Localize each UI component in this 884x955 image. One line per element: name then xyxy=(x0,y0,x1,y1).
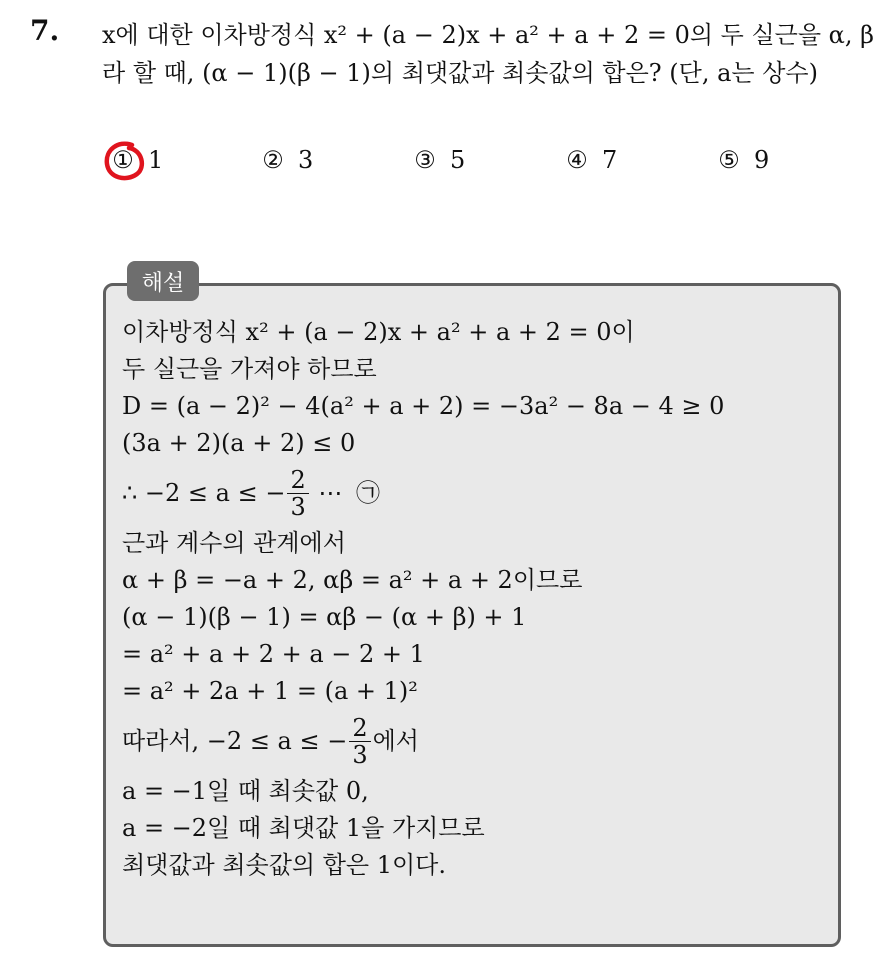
choice-3-value: 5 xyxy=(450,146,466,174)
solution-line: a = −2일 때 최댓값 1을 가지므로 xyxy=(122,814,485,842)
choice-5-marker: ⑤ xyxy=(718,146,740,174)
solution-line: 이차방정식 x² + (a − 2)x + a² + a + 2 = 0이 xyxy=(122,318,635,346)
fraction-denominator: 3 xyxy=(290,493,306,521)
range-fraction xyxy=(287,467,308,520)
solution-line: α + β = −a + 2, αβ = a² + a + 2이므로 xyxy=(122,566,583,594)
answer-choices xyxy=(0,142,884,182)
conclusion-line xyxy=(122,710,832,773)
solution-line: 최댓값과 최솟값의 합은 1이다. xyxy=(122,851,446,879)
conclusion-fraction xyxy=(349,715,370,768)
range-suffix: ⋯ xyxy=(310,479,350,507)
choice-1[interactable] xyxy=(108,142,163,178)
choice-1-value: 1 xyxy=(148,146,164,174)
condition-ref-label: ㉠ xyxy=(355,479,380,507)
solution-line: = a² + 2a + 1 = (a + 1)² xyxy=(122,677,418,705)
solution-line: (3a + 2)(a + 2) ≤ 0 xyxy=(122,429,356,457)
solution-label: 해설 xyxy=(127,261,199,301)
choice-4-value: 7 xyxy=(602,146,618,174)
fraction-numerator: 2 xyxy=(287,467,308,494)
choice-1-marker: ① xyxy=(112,146,134,174)
solution-line: a = −1일 때 최솟값 0, xyxy=(122,777,369,805)
choice-2-marker: ② xyxy=(262,146,284,174)
solution-line: (α − 1)(β − 1) = αβ − (α + β) + 1 xyxy=(122,603,527,631)
fraction-denominator: 3 xyxy=(352,741,368,769)
solution-content xyxy=(122,314,832,884)
conclusion-prefix: 따라서, −2 ≤ a ≤ − xyxy=(122,727,348,755)
choice-2[interactable] xyxy=(258,142,313,178)
question-line-1: x에 대한 이차방정식 x² + (a − 2)x + a² + a + 2 = 0의 두 실근을 α, β xyxy=(102,21,875,49)
question-line-2: 라 할 때, (α − 1)(β − 1)의 최댓값과 최솟값의 합은? (단, a는 상수) xyxy=(102,59,818,87)
choice-2-value: 3 xyxy=(298,146,314,174)
choice-3-marker: ③ xyxy=(414,146,436,174)
question-text xyxy=(102,16,875,92)
conclusion-suffix: 에서 xyxy=(372,727,419,755)
choice-4[interactable] xyxy=(562,142,617,178)
solution-line: D = (a − 2)² − 4(a² + a + 2) = −3a² − 8a − 4 ≥ 0 xyxy=(122,392,725,420)
choice-5[interactable] xyxy=(714,142,769,178)
solution-line: 두 실근을 가져야 하므로 xyxy=(122,355,377,383)
range-line xyxy=(122,462,832,525)
solution-line: = a² + a + 2 + a − 2 + 1 xyxy=(122,640,425,668)
choice-4-marker: ④ xyxy=(566,146,588,174)
choice-5-value: 9 xyxy=(754,146,770,174)
question-number: 7. xyxy=(30,14,60,47)
fraction-numerator: 2 xyxy=(349,715,370,742)
choice-3[interactable] xyxy=(410,142,465,178)
range-prefix: ∴ −2 ≤ a ≤ − xyxy=(122,479,286,507)
solution-line: 근과 계수의 관계에서 xyxy=(122,529,346,557)
